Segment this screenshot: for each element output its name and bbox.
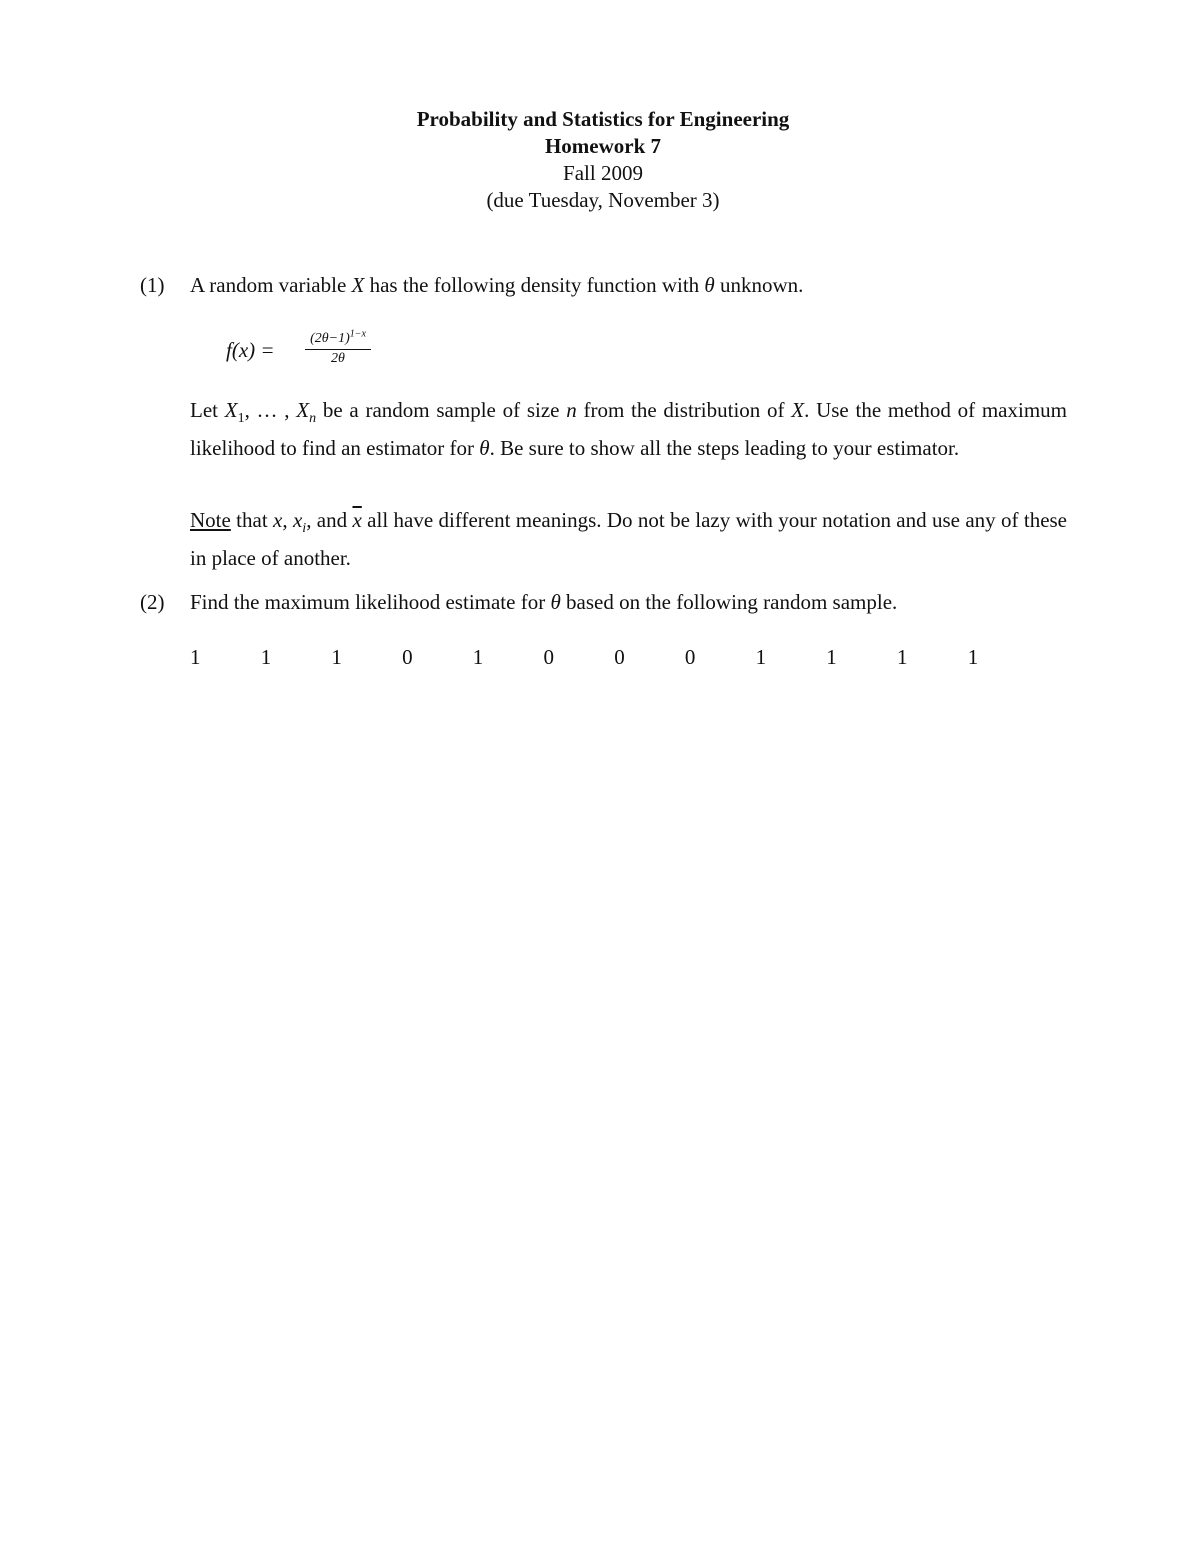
let-text-a: Let: [190, 398, 225, 422]
sample-value: 1: [260, 645, 272, 669]
problem-2: [140, 588, 1070, 616]
var-X: X: [351, 273, 365, 297]
term-label: Fall 2009: [563, 161, 643, 185]
sub-i: i: [302, 521, 307, 537]
note-comma-1: ,: [282, 508, 293, 532]
sample-value: 1: [967, 645, 979, 669]
sub-n: n: [309, 411, 317, 427]
due-date: (due Tuesday, November 3): [486, 188, 720, 212]
sample-value: 0: [543, 645, 554, 669]
var-theta-est: θ: [479, 435, 490, 460]
sub-1: 1: [237, 411, 245, 427]
var-xi: x: [292, 508, 303, 532]
assignment-title: Homework 7: [544, 134, 662, 158]
var-x: x: [273, 508, 283, 532]
var-xbar: $\overline{x}$: [352, 508, 362, 532]
formula-lhs: f(x) =: [226, 338, 275, 362]
formula-denominator: 2θ: [331, 351, 345, 366]
let-text-d: . Use the method of maximum likelihood to find an estimator for: [190, 398, 1068, 460]
var-X1: X: [224, 398, 238, 422]
sample-value: 1: [472, 645, 484, 669]
sample-value: 1: [755, 645, 767, 669]
intro-text-b: has the following density function with: [364, 273, 705, 297]
let-text-c: from the distribution of: [576, 398, 792, 422]
var-theta: θ: [704, 273, 715, 297]
sample-value: 0: [684, 645, 696, 669]
note-text-b: all have different meanings. Do not be lazy with your notation and use any of these in place of another.: [190, 508, 1068, 570]
problem-1-instructions: [190, 396, 1067, 462]
var-theta-p2: θ: [550, 590, 561, 614]
intro-text-c: unknown.: [714, 273, 804, 297]
p2-text-b: based on the following random sample.: [560, 590, 898, 614]
numerator-base: (2θ−1): [310, 331, 350, 346]
sample-value: 1: [826, 645, 837, 669]
random-sample-row: [190, 643, 1010, 671]
document-header: [0, 106, 1200, 214]
problem-1-intro: [190, 271, 1067, 299]
formula-numerator: [305, 330, 371, 350]
var-X-dist: X: [791, 398, 805, 422]
note-comma-2: , and: [306, 508, 353, 532]
problem-2-number: (2): [140, 590, 165, 614]
formula-fraction: [305, 330, 371, 368]
note-label: Note: [190, 508, 231, 532]
sample-value: 1: [331, 645, 342, 669]
problem-1: [140, 271, 1070, 299]
sample-value: 1: [897, 645, 908, 669]
let-dots: , … ,: [244, 398, 297, 422]
var-Xn: X: [296, 398, 310, 422]
problem-1-note: [190, 506, 1067, 572]
sample-value: 0: [614, 645, 625, 669]
course-title: Probability and Statistics for Engineering: [416, 107, 790, 131]
let-text-b: be a random sample of size: [316, 398, 567, 422]
p2-text-a: Find the maximum likelihood estimate for: [190, 590, 551, 614]
problem-2-text: [190, 588, 1067, 616]
let-text-e: . Be sure to show all the steps leading to your estimator.: [489, 435, 960, 460]
note-text-a: that: [230, 508, 274, 532]
sample-value: 0: [402, 645, 413, 669]
sample-value: 1: [190, 645, 201, 669]
intro-text-a: A random variable: [190, 273, 352, 297]
numerator-exponent: 1−x: [349, 328, 366, 340]
var-n: n: [566, 398, 577, 422]
problem-1-number: (1): [140, 273, 165, 297]
